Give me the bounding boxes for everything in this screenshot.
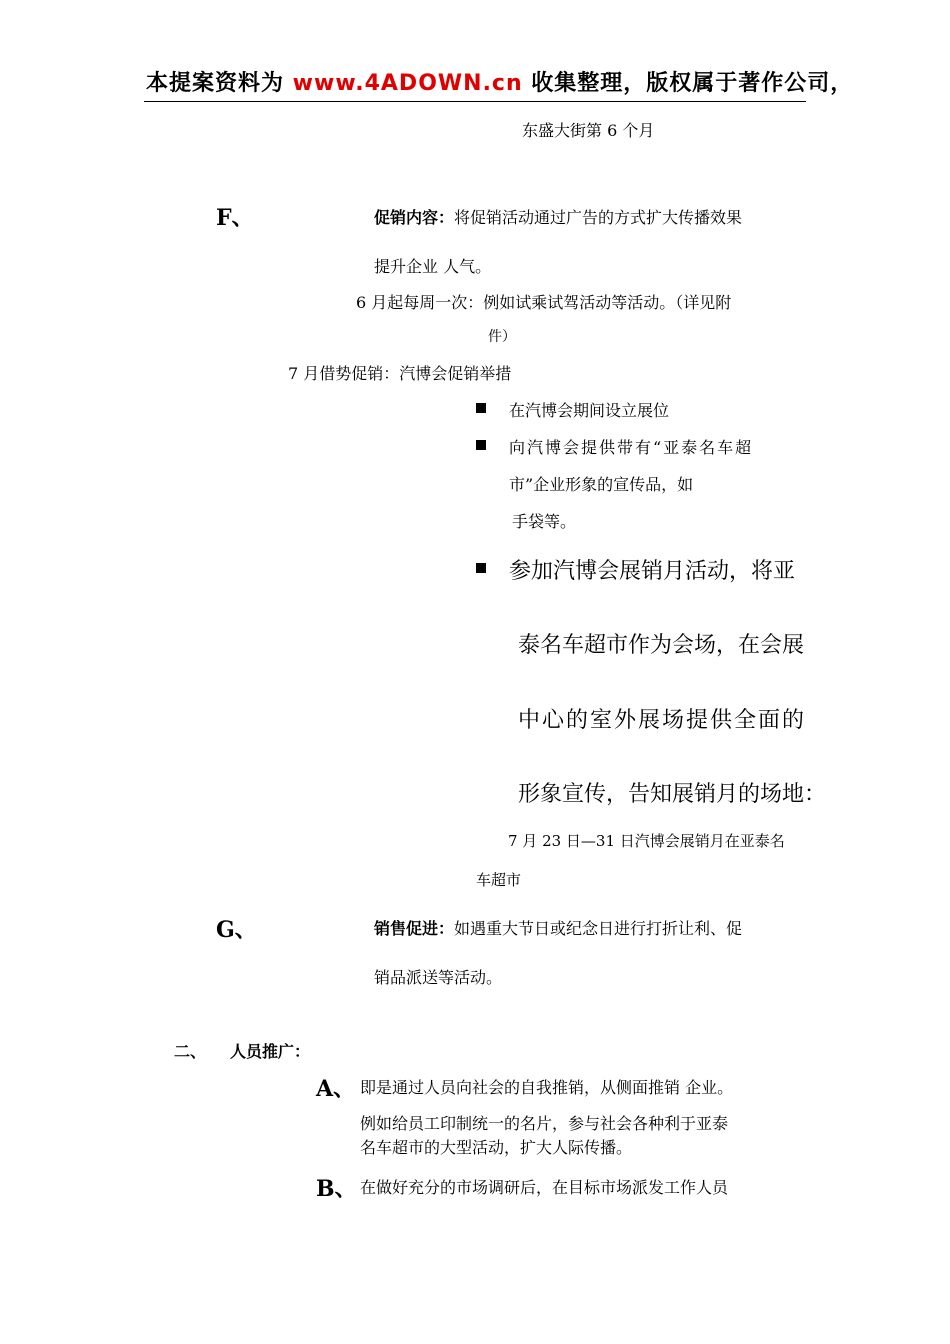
item-b-line1: 在做好充分的市场调研后，在目标市场派发工作人员 (360, 1178, 729, 1197)
bullet-square-icon (476, 563, 486, 573)
header-prefix: 本提案资料为 (146, 71, 293, 96)
weekly-line: 6 月起每周一次：例如试乘试驾活动等活动。（详见附 (356, 293, 732, 312)
section-f-line2: 提升企业 人气。 (374, 257, 492, 276)
header-site-link[interactable]: www.4ADOWN.cn (292, 71, 523, 96)
section-f-text1: 将促销活动通过广告的方式扩大传播效果 (454, 208, 743, 227)
bullet-square-icon (476, 440, 486, 450)
section-g-text1: 如遇重大节日或纪念日进行打折让利、促 (454, 919, 743, 938)
bullet-3-cont3: 形象宣传，告知展销月的场地： (518, 782, 827, 807)
section-g-title: 销售促进： (374, 919, 455, 938)
bullet-square-icon (476, 403, 486, 413)
item-b-marker: B、 (316, 1176, 357, 1202)
item-a-line2: 例如给员工印制统一的名片，参与社会各种利于亚泰 (360, 1114, 729, 1133)
july-line: 7 月借势促销：汽博会促销举措 (288, 364, 512, 383)
bullet-2-text: 向汽博会提供带有“亚泰名车超 (509, 438, 754, 457)
section-g-line1 (374, 916, 742, 939)
section-two-title: 人员推广： (230, 1042, 311, 1061)
bullet-3-text: 参加汽博会展销月活动，将亚 (509, 559, 796, 584)
bullet-2-cont2: 手袋等。 (512, 512, 577, 531)
bullet-1-text: 在汽博会期间设立展位 (509, 401, 670, 420)
section-g-marker: G、 (216, 917, 257, 943)
item-a-line3: 名车超市的大型活动，扩大人际传播。 (360, 1138, 633, 1157)
section-f-marker: F、 (216, 205, 254, 231)
date-line: 7 月 23 日—31 日汽博会展销月在亚泰名 (508, 832, 785, 850)
bullet-2-cont1: 市”企业形象的宣传品，如 (509, 475, 694, 494)
section-g-line2: 销品派送等活动。 (374, 968, 503, 987)
weekly-cont: 件） (488, 329, 516, 345)
date-cont: 车超市 (476, 871, 522, 889)
document-header (146, 66, 853, 97)
item-a-line1: 即是通过人员向社会的自我推销，从侧面推销 企业。 (360, 1078, 734, 1097)
bullet-3-cont2: 中心的室外展场提供全面的 (518, 708, 807, 733)
header-rule (144, 101, 806, 102)
section-f-line1 (374, 205, 742, 228)
section-two-number: 二、 (174, 1042, 207, 1061)
bullet-3-cont1: 泰名车超市作为会场，在会展 (518, 633, 805, 658)
section-f-title: 促销内容： (374, 208, 455, 227)
top-line: 东盛大街第 6 个月 (522, 121, 655, 140)
item-a-marker: A、 (316, 1076, 356, 1102)
header-suffix: 收集整理，版权属于著作公司， (522, 71, 854, 96)
